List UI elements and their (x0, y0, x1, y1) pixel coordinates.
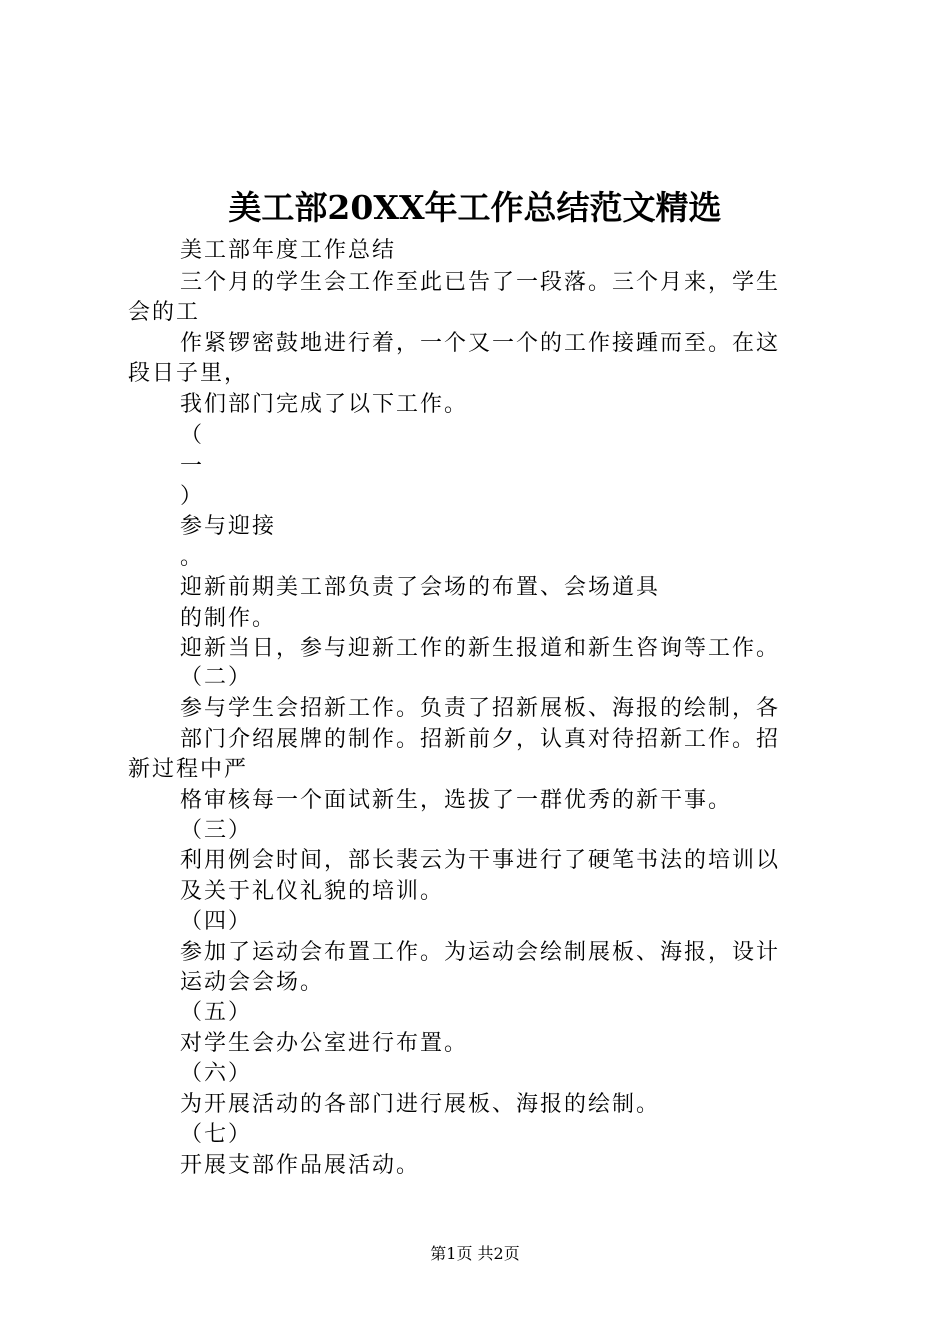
body-line: 对学生会办公室进行布置。 (180, 1031, 469, 1056)
body-line: 迎新前期美工部负责了会场的布置、会场道具 (180, 575, 661, 600)
body-line: 的制作。 (180, 606, 277, 631)
body-line: 我们部门完成了以下工作。 (180, 392, 469, 417)
page-footer: 第1页 共2页 (430, 1244, 520, 1263)
body-line: 新过程中严 (128, 757, 249, 782)
body-line: 美工部年度工作总结 (180, 238, 397, 263)
body-line: 参加了运动会布置工作。为运动会绘制展板、海报，设计 (180, 940, 781, 965)
document-title: 美工部20XX年工作总结范文精选 (228, 188, 722, 227)
body-line: （六） (180, 1061, 253, 1086)
body-line: （七） (180, 1122, 253, 1147)
body-line: 部门介绍展牌的制作。招新前夕，认真对待招新工作。招 (180, 727, 781, 752)
body-line: （三） (180, 818, 253, 843)
body-line: 三个月的学生会工作至此已告了一段落。三个月来，学生 (180, 270, 781, 295)
body-line: 会的工 (128, 300, 201, 325)
body-line: 一 (180, 454, 205, 479)
body-line: （四） (180, 909, 253, 934)
body-line: 格审核每一个面试新生，选拔了一群优秀的新干事。 (180, 788, 733, 813)
body-line: 作紧锣密鼓地进行着，一个又一个的工作接踵而至。在这 (180, 331, 781, 356)
body-line: 参与学生会招新工作。负责了招新展板、海报的绘制，各 (180, 696, 781, 721)
body-line: 迎新当日，参与迎新工作的新生报道和新生咨询等工作。 (180, 636, 781, 661)
body-line: 段日子里， (128, 361, 249, 386)
body-line: 。 (180, 545, 205, 570)
body-line: （二） (180, 665, 253, 690)
body-line: 运动会会场。 (180, 970, 325, 995)
body-line: 利用例会时间，部长裴云为干事进行了硬笔书法的培训以 (180, 848, 781, 873)
body-line: （ (180, 423, 205, 448)
body-line: 为开展活动的各部门进行展板、海报的绘制。 (180, 1092, 661, 1117)
body-line: （五） (180, 1000, 253, 1025)
body-line: 及关于礼仪礼貌的培训。 (180, 879, 445, 904)
body-line: ） (180, 484, 205, 509)
body-line: 参与迎接 (180, 514, 277, 539)
body-line: 开展支部作品展活动。 (180, 1153, 421, 1178)
